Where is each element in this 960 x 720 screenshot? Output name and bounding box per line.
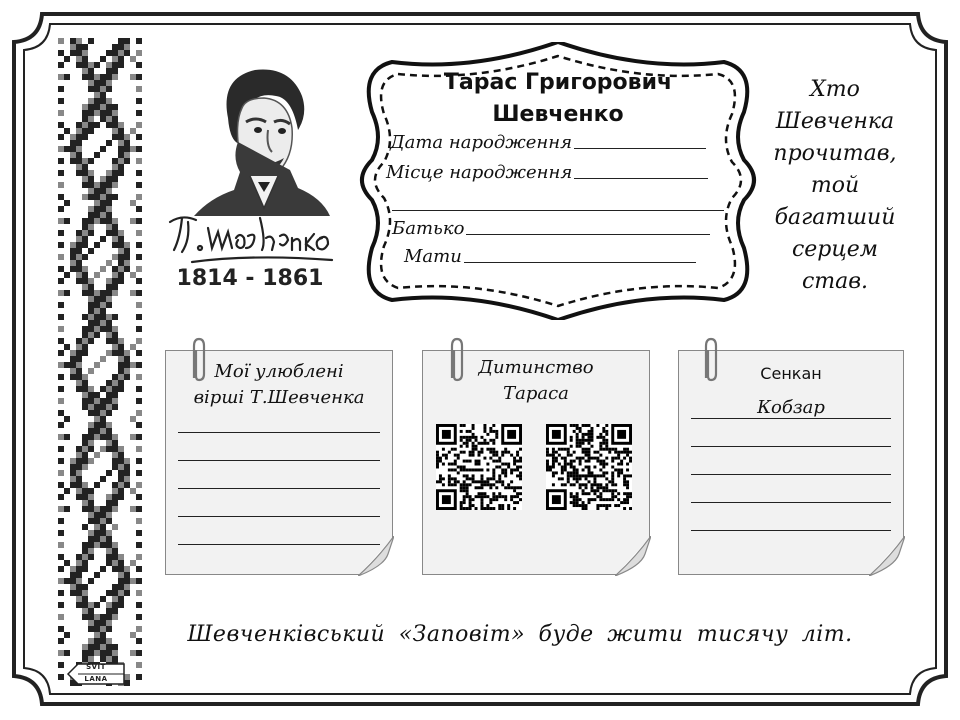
writing-lines[interactable] [691, 391, 891, 531]
side-quote-line: став. [801, 269, 869, 294]
note-title-line: вірші Т.Шевченка [193, 387, 365, 408]
side-quote-line: той [810, 173, 860, 198]
father-line [466, 234, 710, 235]
note-subtitle: Кобзар [757, 397, 825, 418]
bottom-quote: Шевченківський «Заповіт» буде жити тисячу літ. [187, 622, 853, 647]
page-curl [358, 536, 394, 576]
side-quote-line: Шевченка [775, 109, 895, 134]
extra-line[interactable] [392, 210, 724, 211]
paperclip-icon [446, 336, 468, 386]
birth-place-label: Місце народження [386, 162, 573, 183]
side-quote-line: прочитав, [773, 141, 897, 166]
birth-date-label: Дата народження [390, 132, 572, 153]
qr-code-icon[interactable] [436, 424, 522, 510]
paperclip-icon [188, 336, 210, 386]
note-title-line: Тараса [503, 383, 569, 404]
label-content [352, 42, 764, 320]
note-title: Сенкан [760, 364, 822, 383]
page-curl [615, 536, 651, 576]
birth-date-field[interactable] [390, 132, 706, 153]
writing-lines[interactable] [178, 405, 380, 545]
mother-line [464, 262, 696, 263]
qr-code-icon[interactable] [546, 424, 632, 510]
birth-place-line [574, 178, 708, 179]
birth-place-field[interactable] [386, 162, 708, 183]
mother-label: Мати [404, 246, 462, 267]
life-years: 1814 - 1861 [176, 266, 324, 291]
logo-line-1: SVIT [86, 663, 106, 671]
embroidery-ornament [58, 38, 142, 686]
side-quote [760, 74, 910, 298]
side-quote-line: серцем [791, 237, 879, 262]
note-title-line: Мої улюблені [214, 361, 344, 382]
father-label: Батько [392, 218, 465, 239]
name-line-2: Шевченко [492, 102, 624, 127]
side-quote-line: багатший [774, 205, 896, 230]
side-quote-line: Хто [810, 77, 860, 102]
birth-date-line [574, 148, 706, 149]
father-field[interactable] [392, 218, 710, 239]
signature [162, 208, 342, 270]
logo-line-2: LANA [84, 675, 108, 683]
page-curl [869, 536, 905, 576]
mother-field[interactable] [404, 246, 696, 267]
note-title-line: Дитинство [478, 357, 594, 378]
paperclip-icon [700, 336, 722, 386]
shevchenko-portrait [180, 58, 330, 218]
name-line-1: Тарас Григорович [443, 70, 673, 95]
